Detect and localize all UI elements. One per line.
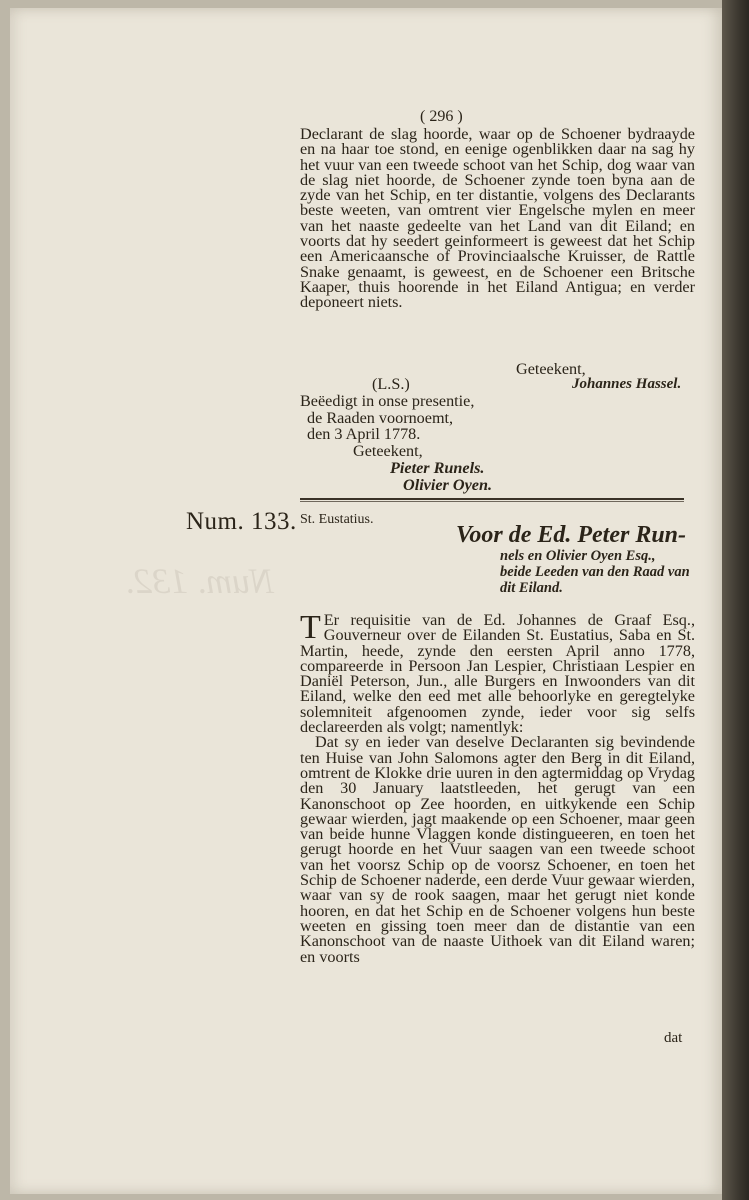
signer-oyen: Olivier Oyen. <box>403 475 493 494</box>
body-paragraph-1 <box>300 609 695 737</box>
bleed-through-ghost: Num. 132. <box>125 561 275 601</box>
address-line-2: nels en Olivier Oyen Esq., <box>500 548 656 564</box>
page-number: ( 296 ) <box>420 108 463 125</box>
sworn-line-3: den 3 April 1778. <box>307 425 421 444</box>
place-heading: St. Eustatius. <box>300 512 374 527</box>
body-paragraph-2: Dat sy en ieder van deselve Declaranten sig bevindende ten Huise van John Salomons agter den Berg in dit Eiland, omtrent de Klokke drie uuren in den agtermiddag op Vrydag den 30 January laatstleeden, het gerugt van een Kanonschoot op Zee hoorden, en uitkykende een Schip gewaar wierden, jagt maakende op een Schoener, maar geen van beide hunne Vlaggen konde distingueeren, en toen het gerugt hoorde en het Vuur saagen van een tweede schoot van het voorsz Schip op de voorsz Schoener, en toen het Schip de Schoener naderde, een derde Vuur gewaar wierden, waar van sy de rook saagen, maar het gerugt niet konde hooren, en dat het Schip en de Schoener volgens hun beste weeten en gissing toen meer dan de distantie van een Kanonschoot van de naaste Uithoek van dit Eiland waren; en voorts <box>300 733 695 966</box>
address-line-4: dit Eiland. <box>500 580 563 596</box>
seal-mark: (L.S.) <box>372 375 410 393</box>
section-divider-thin <box>300 501 684 502</box>
address-line-3: beide Leeden van den Raad van <box>500 564 690 580</box>
signature-block <box>300 376 492 494</box>
body-paragraph-1-text: Er requisitie van de Ed. Johannes de Graaf Esq., Gouverneur over de Eilanden St. Eustatius, Saba en St. Martin, heede, zynde den eersten April anno 1778, compareerde in Persoon Jan Lespier, Christiaan Lespier en Daniël Peterson, Jun., alle Burgers en Inwoonders van dit Eiland, welke den eed met alle behoorlyke en geregtelyke solemniteit afgenoomen zynde, ieder voor sig selfs declareerden als volgt; namentlyk: <box>300 611 695 737</box>
top-paragraph <box>300 127 695 311</box>
signer-hassel: Johannes Hassel. <box>572 376 682 392</box>
page-edge-shadow <box>722 0 749 1200</box>
geteekent-label-2: Geteekent, <box>353 442 423 461</box>
signer-runels: Pieter Runels. <box>390 458 485 477</box>
geteekent-label: Geteekent, <box>516 360 586 378</box>
drop-cap: T <box>300 609 321 646</box>
sworn-line-1: Beëedigt in onse presentie, <box>300 391 475 410</box>
sworn-line-2: de Raaden voornoemt, <box>307 408 454 427</box>
section-divider <box>300 498 684 500</box>
catchword: dat <box>664 1030 683 1046</box>
address-line-1: Voor de Ed. Peter Run- <box>456 522 687 548</box>
top-paragraph-text: Declarant de slag hoorde, waar op de Schoener bydraayde en na haar toe stond, en eenige ogenblikken daar na sag hy het vuur van een tweede schoot van het Schip, dog waar van de slag niet hoorde, de Schoener zynde toen byna aan de zyde van het Schip, en ter distantie, volgens des Declarants beste weeten, van omtrent vier Engelsche mylen en meer van het naaste gedeelte van het Land van dit Eiland; en voorts dat hy seedert geinformeert is geweest dat het Schip een Americaansche of Provinciaalsche Kruisser, de Rattle Snake genaamt, is geweest, en de Schoener een Britsche Kaaper, thuis hoorende in het Eiland Antigua; en verder deponeert niets. <box>300 125 695 312</box>
address-block <box>456 522 696 596</box>
body-text <box>300 609 695 966</box>
section-number: Num. 133. <box>186 508 297 535</box>
